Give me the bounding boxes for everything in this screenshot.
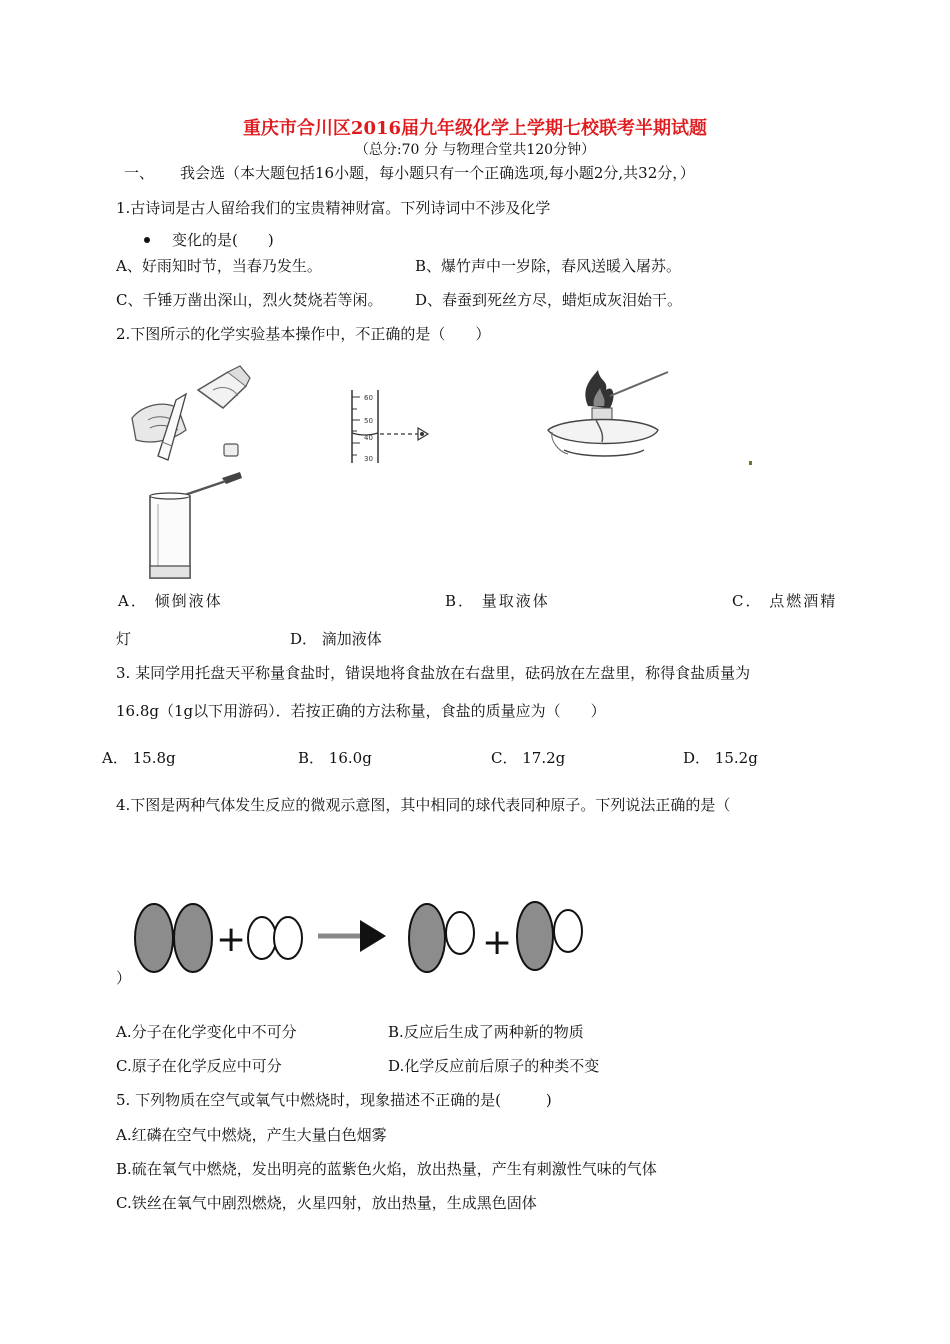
- reaction-diagram: [128, 898, 598, 976]
- bullet-dot: [144, 237, 150, 243]
- plus-sign: +: [216, 919, 247, 960]
- q2-option-a: A． 倾倒液体: [118, 592, 223, 610]
- tick-label: 60: [364, 394, 373, 402]
- q4-option-b: B.反应后生成了两种新的物质: [388, 1023, 584, 1041]
- page-subtitle: （总分:70 分 与物理合堂共120分钟）: [354, 142, 596, 158]
- q2-option-d: D． 滴加液体: [290, 630, 382, 648]
- measuring-cylinder-figure: [330, 385, 440, 465]
- q4-option-d: D.化学反应前后原子的种类不变: [388, 1057, 600, 1075]
- section-number: 一、: [124, 164, 155, 182]
- q5-option-c: C.铁丝在氧气中剧烈燃烧，火星四射，放出热量，生成黑色固体: [116, 1194, 537, 1212]
- q5-stem: 5. 下列物质在空气或氧气中燃烧时，现象描述不正确的是( ): [116, 1091, 552, 1109]
- q5-option-a: A.红磷在空气中燃烧，产生大量白色烟雾: [116, 1126, 387, 1144]
- q3-stem-cont: 16.8g（1g以下用游码）．若按正确的方法称量，食盐的质量应为（ ）: [116, 702, 606, 720]
- q2-option-c-cont: 灯: [116, 630, 132, 648]
- q2-option-c: C． 点燃酒精: [732, 592, 838, 610]
- q4-stem: 4.下图是两种气体发生反应的微观示意图，其中相同的球代表同种原子。下列说法正确的是（: [116, 796, 731, 814]
- q3-option-a: A． 15.8g: [102, 749, 176, 767]
- q3-option-c: C． 17.2g: [491, 749, 566, 767]
- alcohol-lamp-figure: [540, 368, 670, 468]
- q3-option-b: B． 16.0g: [298, 749, 372, 767]
- q1-option-b: B、爆竹声中一岁除，春风送暖入屠苏。: [415, 257, 682, 275]
- q2-option-b: B． 量取液体: [445, 592, 550, 610]
- dropping-liquid-figure: [140, 470, 250, 582]
- section-heading: 我会选（本大题包括16小题，每小题只有一个正确选项,每小题2分,共32分，）: [180, 164, 695, 182]
- speck-dot: [748, 460, 754, 466]
- pouring-liquid-figure: [128, 360, 258, 470]
- q4-option-a: A.分子在化学变化中不可分: [116, 1023, 297, 1041]
- q2-stem: 2.下图所示的化学实验基本操作中，不正确的是（ ）: [116, 325, 491, 343]
- q3-stem: 3. 某同学用托盘天平称量食盐时，错误地将食盐放在右盘里，砝码放在左盘里，称得食盐质量为: [116, 664, 751, 682]
- q5-option-b: B.硫在氧气中燃烧，发出明亮的蓝紫色火焰，放出热量，产生有刺激性气味的气体: [116, 1160, 657, 1178]
- tick-label: 30: [364, 455, 373, 463]
- q4-stem-close: ）: [116, 969, 132, 987]
- tick-label: 40: [364, 434, 373, 442]
- q1-stem-cont: 变化的是( ): [172, 231, 274, 249]
- q1-option-d: D、春蚕到死丝方尽，蜡炬成灰泪始干。: [415, 291, 683, 309]
- plus-sign: +: [482, 922, 513, 963]
- page-title: 重庆市合川区2016届九年级化学上学期七校联考半期试题: [242, 118, 708, 139]
- q3-option-d: D． 15.2g: [683, 749, 758, 767]
- q4-option-c: C.原子在化学反应中可分: [116, 1057, 282, 1075]
- tick-label: 50: [364, 417, 373, 425]
- q1-option-c: C、千锤万凿出深山，烈火焚烧若等闲。: [116, 291, 383, 309]
- q1-option-a: A、好雨知时节，当春乃发生。: [116, 257, 322, 275]
- q1-stem: 1.古诗词是古人留给我们的宝贵精神财富。下列诗词中不涉及化学: [116, 199, 551, 217]
